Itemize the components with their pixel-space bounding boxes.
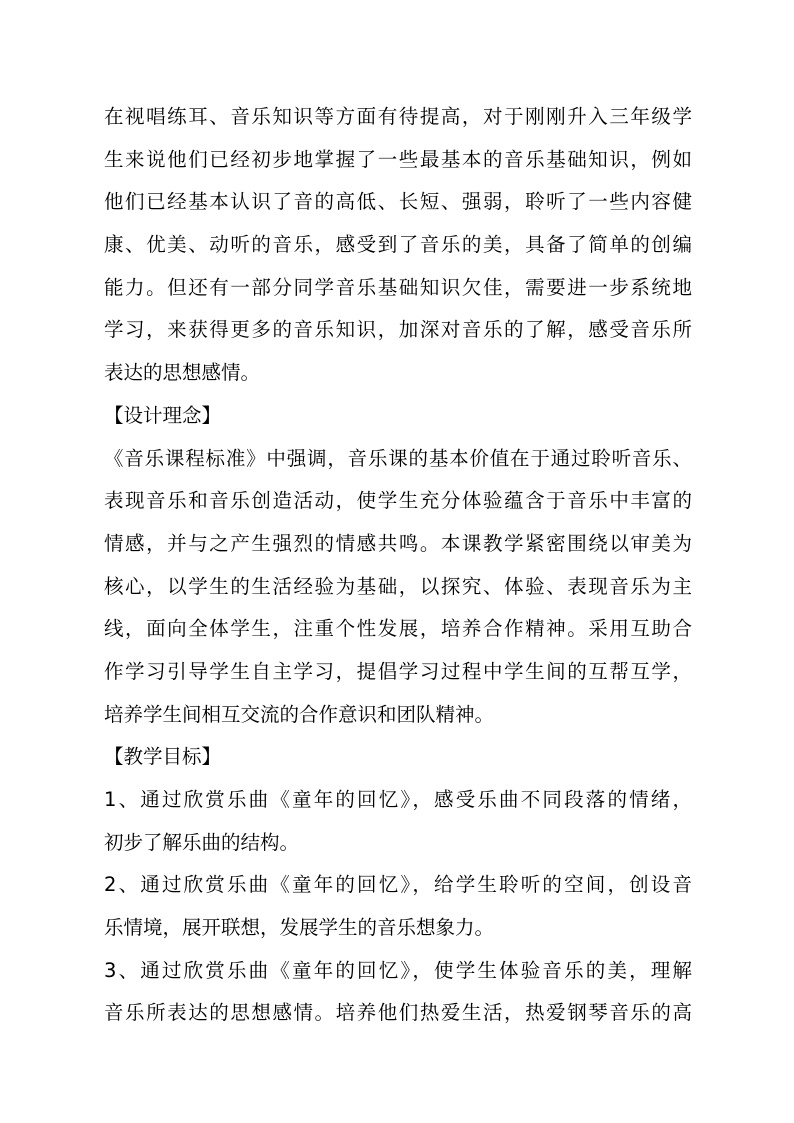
text-line: 表现音乐和音乐创造活动，使学生充分体验蕴含于音乐中丰富的 xyxy=(104,489,692,513)
text-line: 学习，来获得更多的音乐知识，加深对音乐的了解，感受音乐所 xyxy=(104,318,692,342)
text-line: 作学习引导学生自主学习，提倡学习过程中学生间的互帮互学， xyxy=(104,659,692,683)
text-line: 初步了解乐曲的结构。 xyxy=(104,830,300,854)
text-line: 表达的思想感情。 xyxy=(104,361,261,385)
text-line: 能力。但还有一部分同学音乐基础知识欠佳，需要进一步系统地 xyxy=(104,275,692,299)
text-line: 在视唱练耳、音乐知识等方面有待提高，对于刚刚升入三年级学 xyxy=(104,105,692,128)
text-line: 音乐所表达的思想感情。培养他们热爱生活，热爱钢琴音乐的高 xyxy=(104,1001,692,1025)
text-line: 线，面向全体学生，注重个性发展，培养合作精神。采用互助合 xyxy=(104,617,692,641)
text-line: 核心，以学生的生活经验为基础，以探究、体验、表现音乐为主 xyxy=(104,574,692,598)
text-line: 【设计理念】 xyxy=(104,403,222,427)
text-line: 1、通过欣赏乐曲《童年的回忆》，感受乐曲不同段落的情绪， xyxy=(104,788,692,811)
text-line: 2、通过欣赏乐曲《童年的回忆》，给学生聆听的空间，创设音 xyxy=(104,873,692,897)
text-line: 培养学生间相互交流的合作意识和团队精神。 xyxy=(104,702,495,726)
text-line: 3、通过欣赏乐曲《童年的回忆》，使学生体验音乐的美，理解 xyxy=(104,958,692,982)
text-line: 他们已经基本认识了音的高低、长短、强弱，聆听了一些内容健 xyxy=(104,190,692,214)
text-line: 康、优美、动听的音乐，感受到了音乐的美，具备了简单的创编 xyxy=(104,233,692,257)
text-line: 乐情境，展开联想，发展学生的音乐想象力。 xyxy=(104,916,495,940)
document-body xyxy=(104,96,692,1035)
text-line: 生来说他们已经初步地掌握了一些最基本的音乐基础知识，例如 xyxy=(104,147,692,171)
text-line: 情感，并与之产生强烈的情感共鸣。本课教学紧密围绕以审美为 xyxy=(104,531,692,555)
text-line: 【教学目标】 xyxy=(104,745,222,769)
text-line: 《音乐课程标准》中强调，音乐课的基本价值在于通过聆听音乐、 xyxy=(104,446,692,470)
